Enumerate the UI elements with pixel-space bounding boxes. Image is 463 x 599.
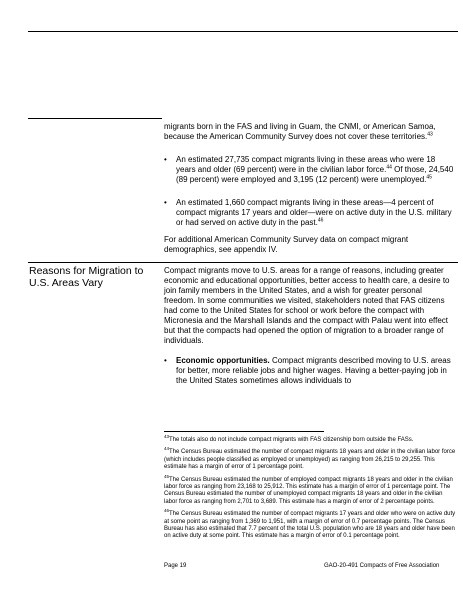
bullet-list xyxy=(164,198,454,228)
bullet-heading: Economic opportunities. xyxy=(176,356,270,365)
top-rule xyxy=(28,31,458,32)
footnote: $^{45}$The Census Bureau estimated the number of employed compact migrants 18 years and older in the civilian labor force as ranging from 23,168 to 25,912. This estimate has a margin of error of 1 percentage point. The Census Bureau estimated the number of unemployed compact migrants 18 years and older in the civilian labor force as ranging from 2,701 to 3,689. This estimate has a margin of error of 2 percentage points. xyxy=(164,473,453,505)
footnote-ref: 45 xyxy=(426,174,432,181)
footnote-rule xyxy=(164,431,324,432)
bullet-list xyxy=(164,155,454,185)
report-title: GAO-20-491 Compacts of Free Association xyxy=(324,563,440,569)
list-item: • An estimated 27,735 compact migrants living in these areas who were 18 years and older (69 percent) were in the civilian labor force.$^{44}$ Of those, 24,540 (89 percent) were employed and 3,195 (12 percent) were unemployed.$^{45}$ xyxy=(164,155,454,185)
section-rule xyxy=(28,262,458,263)
left-column-rule xyxy=(28,118,162,119)
list-item: • Economic opportunities. Compact migrants described moving to U.S. areas for better, more reliable jobs and higher wages. Having a better-paying job in the United States sometimes allows individuals to xyxy=(164,356,454,386)
section-intro-paragraph: Compact migrants move to U.S. areas for a range of reasons, including greater economic and educational opportunities, better access to health care, a desire to join family members in the United States, and a wish for greater personal freedom. In some communities we visited, stakeholders noted that FAS citizens had come to the United States for school or work before the compact with Micronesia and the Marshall Islands and the compact with Palau went into effect but that the compacts had opened the option of migration to a broader range of individuals. xyxy=(164,266,450,345)
list-item: • An estimated 1,660 compact migrants living in these areas—4 percent of compact migrants 17 years and older—were on active duty in the U.S. military or had served on active duty in the past.$^{46}$ xyxy=(164,198,454,228)
footnote-ref: 43 xyxy=(427,131,433,138)
footnotes xyxy=(164,434,456,546)
footnote-ref: 44 xyxy=(386,164,392,171)
bullet-list xyxy=(164,356,454,386)
carryover-paragraph xyxy=(164,122,454,142)
footnote: $^{44}$The Census Bureau estimated the number of compact migrants 18 years and older in the civilian labor force (which includes people classified as employed or unemployed) as ranging from 26,215 to 29,255. This estimate has a margin of error of 1 percentage point. xyxy=(164,446,456,471)
carryover-text: migrants born in the FAS and living in Guam, the CNMI, or American Samoa, because the American Community Survey does not cover these territories. xyxy=(164,122,436,141)
section-heading: Reasons for Migration to U.S. Areas Vary xyxy=(29,265,144,289)
footnote: $^{46}$The Census Bureau estimated the number of compact migrants 17 years and older who were on active duty at some point as ranging from 1,369 to 1,951, with a margin of error of 0.7 percentage points. The Census Bureau has also estimated that 7.7 percent of the total U.S. population who are 18 years and older have been on active duty at some point. This estimate has a margin of error of 0.1 percentage point. xyxy=(164,508,456,540)
footnote-ref: 46 xyxy=(317,217,324,224)
footnote: $^{43}$The totals also do not include compact migrants with FAS citizenship born outside the FASs. xyxy=(164,434,414,443)
closing-paragraph: For additional American Community Survey data on compact migrant demographics, see appendix IV. xyxy=(164,235,409,254)
page-number: Page 19 xyxy=(164,563,187,569)
